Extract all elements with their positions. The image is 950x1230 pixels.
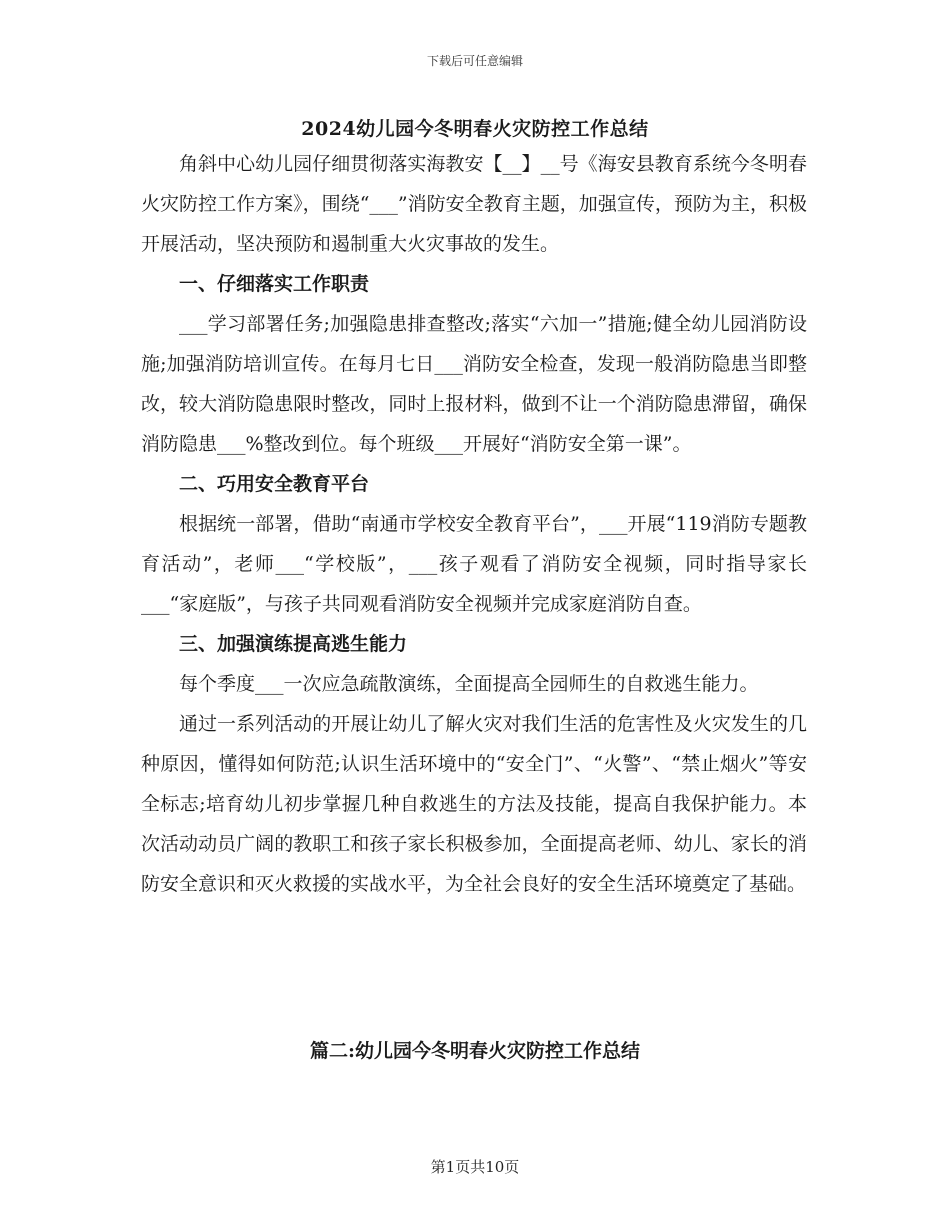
section-paragraph: 通过一系列活动的开展让幼儿了解火灾对我们生活的危害性及火灾发生的几种原因，懂得如何防范;认识生活环境中的“安全门”、“火警”、“禁止烟火”等安全标志;培育幼儿初步掌握几种自救逃生的方法及技能，提高自我保护能力。本次活动动员广阔的教职工和孩子家长积极参加，全面提高老师、幼儿、家长的消防安全意识和灭火救援的实战水平，为全社会良好的安全生活环境奠定了基础。 <box>141 713 807 895</box>
next-article-title: 篇二:幼儿园今冬明春火灾防控工作总结 <box>309 1040 640 1062</box>
section-paragraph: 根据统一部署，借助“南通市学校安全教育平台”，___开展“119消防专题教育活动”，老师___“学校版”，___孩子观看了消防安全视频，同时指导家长___“家庭版”，与孩子共同观看消防安全视频并完成家庭消防自查。 <box>141 513 807 615</box>
section-paragraph: 每个季度___一次应急疏散演练，全面提高全园师生的自救逃生能力。 <box>179 673 759 695</box>
document-title: 2024幼儿园今冬明春火灾防控工作总结 <box>301 118 649 140</box>
section-heading: 一、仔细落实工作职责 <box>179 273 370 295</box>
intro-paragraph: 角斜中心幼儿园仔细贯彻落实海教安【__】__号《海安县教育系统今冬明春火灾防控工作方案》，围绕“___”消防安全教育主题，加强宣传，预防为主，积极开展活动，坚决预防和遏制重大火灾事故的发生。 <box>141 153 807 255</box>
page-header-note: 下载后可任意编辑 <box>426 54 523 68</box>
document-body <box>141 144 807 904</box>
section-paragraph: ___学习部署任务;加强隐患排查整改;落实“六加一”措施;健全幼儿园消防设施;加强消防培训宣传。在每月七日___消防安全检查，发现一般消防隐患当即整改，较大消防隐患限时整改，同时上报材料，做到不让一个消防隐患滞留，确保消防隐患___%整改到位。每个班级___开展好“消防安全第一课”。 <box>141 313 807 455</box>
section-heading: 二、巧用安全教育平台 <box>179 473 370 495</box>
page-footer: 第1页共10页 <box>430 1158 520 1176</box>
section-heading: 三、加强演练提高逃生能力 <box>179 633 408 655</box>
